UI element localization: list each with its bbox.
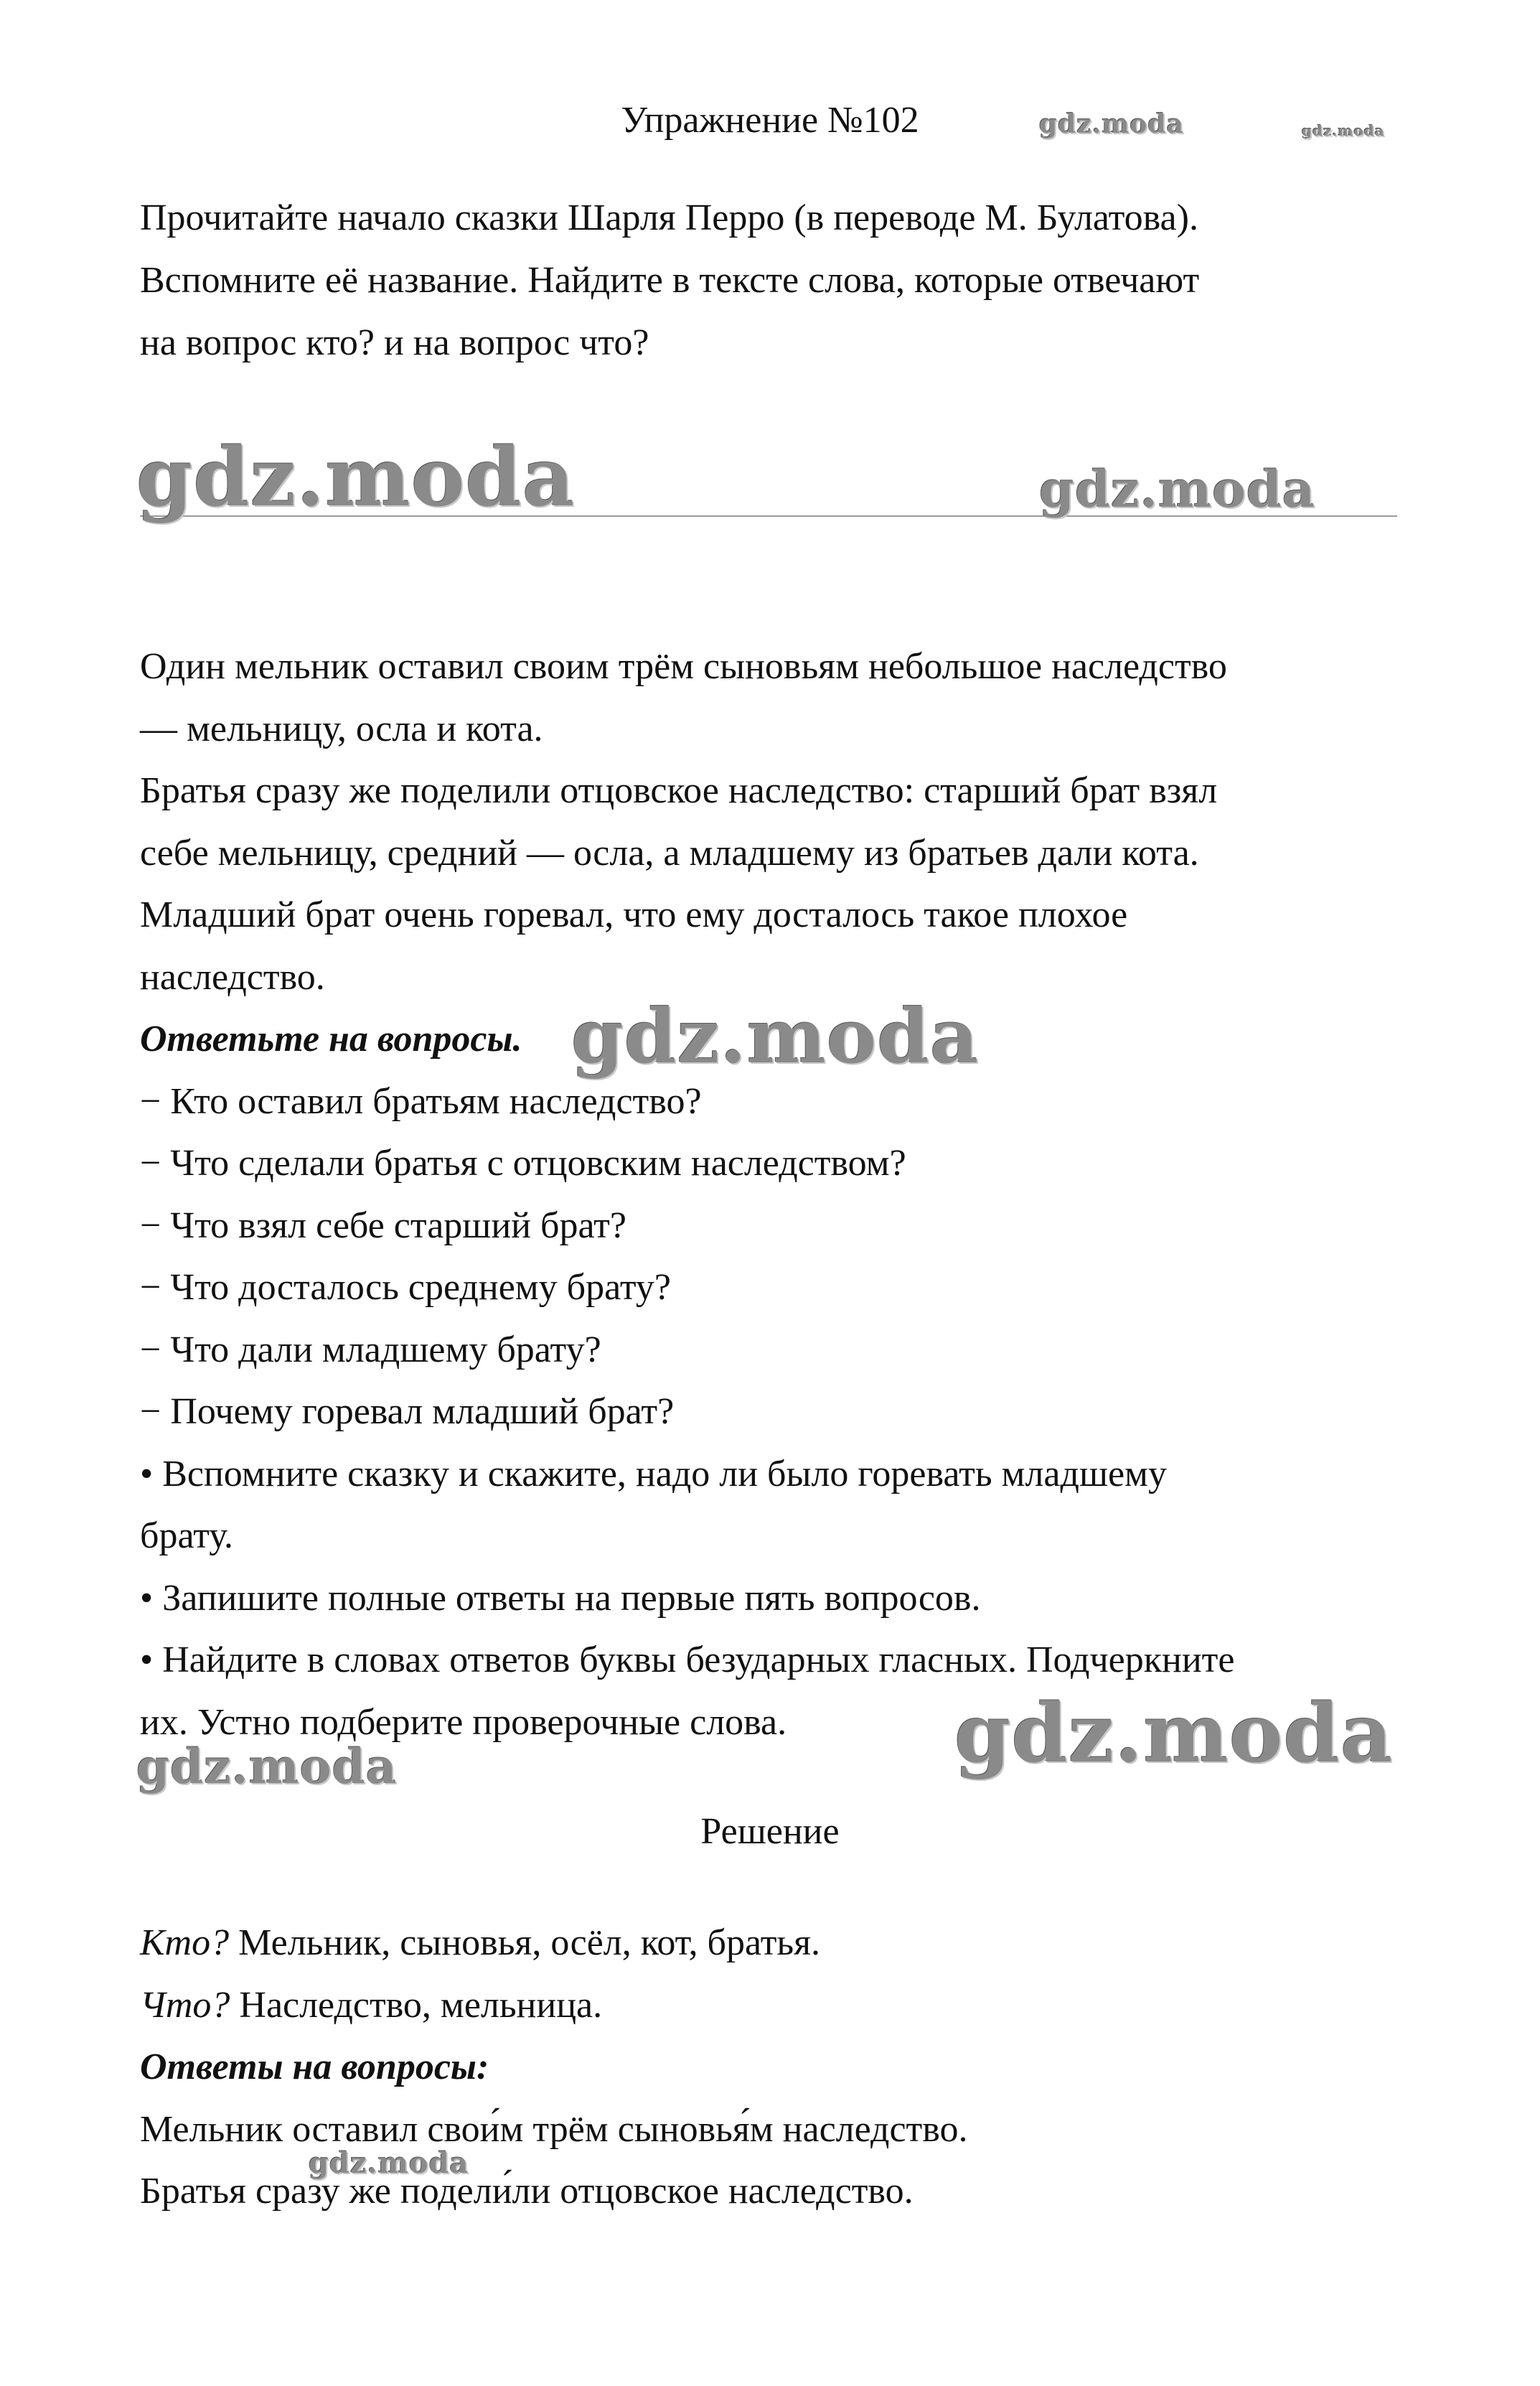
bullet-line: брату. bbox=[140, 1515, 234, 1556]
watermark-logo: gdz.moda bbox=[954, 1687, 1394, 1781]
answer-line: Мельник оставил свои́м трём сыновья́м наследство. bbox=[140, 2108, 968, 2150]
task-line: на вопрос кто? и на вопрос что? bbox=[140, 322, 649, 363]
task-text bbox=[140, 187, 1199, 374]
story-line: себе мельницу, средний — осла, а младшему из братьев дали кота. bbox=[140, 832, 1199, 874]
question-item: − Что досталось среднему брату? bbox=[140, 1267, 671, 1308]
watermark-logo: gdz.moda bbox=[571, 992, 980, 1080]
answers-heading: Ответы на вопросы: bbox=[140, 2046, 489, 2087]
task-line: Прочитайте начало сказки Шарля Перро (в переводе М. Булатова). bbox=[140, 197, 1198, 238]
bullet-line: • Запишите полные ответы на первые пять вопросов. bbox=[140, 1577, 981, 1619]
question-item: − Что сделали братья с отцовским наследством? bbox=[140, 1143, 906, 1184]
solution-title: Решение bbox=[700, 1811, 840, 1852]
bullet-line: • Найдите в словах ответов буквы безударных гласных. Подчеркните bbox=[140, 1639, 1235, 1680]
solution-text bbox=[140, 1912, 967, 2223]
watermark-logo: gdz.moda bbox=[136, 431, 576, 525]
who-label: Кто? bbox=[140, 1922, 230, 1963]
question-item: − Кто оставил братьям наследство? bbox=[140, 1080, 702, 1122]
story-line: Один мельник оставил своим трём сыновьям небольшое наследство bbox=[140, 646, 1227, 687]
story-line: Братья сразу же поделили отцовское наследство: старший брат взял bbox=[140, 770, 1218, 811]
what-line bbox=[140, 1975, 967, 2037]
questions-heading: Ответьте на вопросы. bbox=[140, 1019, 522, 1059]
story-line: — мельницу, осла и кота. bbox=[140, 708, 543, 749]
watermark-logo: gdz.moda bbox=[136, 1739, 398, 1795]
watermark-logo: gdz.moda bbox=[309, 2146, 469, 2180]
what-label: Что? bbox=[140, 1984, 230, 2026]
bullet-line: • Вспомните сказку и скажите, надо ли было горевать младшему bbox=[140, 1453, 1167, 1494]
task-line: Вспомните её название. Найдите в тексте слова, которые отвечают bbox=[140, 260, 1200, 301]
watermark-logo: gdz.moda bbox=[1039, 459, 1316, 519]
question-item: − Что дали младшему брату? bbox=[140, 1329, 601, 1370]
watermark-logo: gdz.moda bbox=[1039, 109, 1184, 139]
story-line: Младший брат очень горевал, что ему досталось такое плохое bbox=[140, 894, 1128, 935]
story-line: наследство. bbox=[140, 956, 325, 998]
page-title: Упражнение №102 bbox=[621, 100, 919, 141]
who-line bbox=[140, 1912, 967, 1975]
who-text: Мельник, сыновья, осёл, кот, братья. bbox=[229, 1922, 821, 1963]
what-text: Наследство, мельница. bbox=[230, 1984, 603, 2026]
question-item: − Почему горевал младший брат? bbox=[140, 1391, 675, 1432]
story-text bbox=[140, 636, 1234, 1754]
question-item: − Что взял себе старший брат? bbox=[140, 1204, 626, 1246]
watermark-logo: gdz.moda bbox=[1302, 122, 1385, 139]
answer-line: Братья сразу же подели́ли отцовское наследство. bbox=[140, 2171, 914, 2212]
bullet-line: их. Устно подберите проверочные слова. bbox=[140, 1701, 787, 1743]
